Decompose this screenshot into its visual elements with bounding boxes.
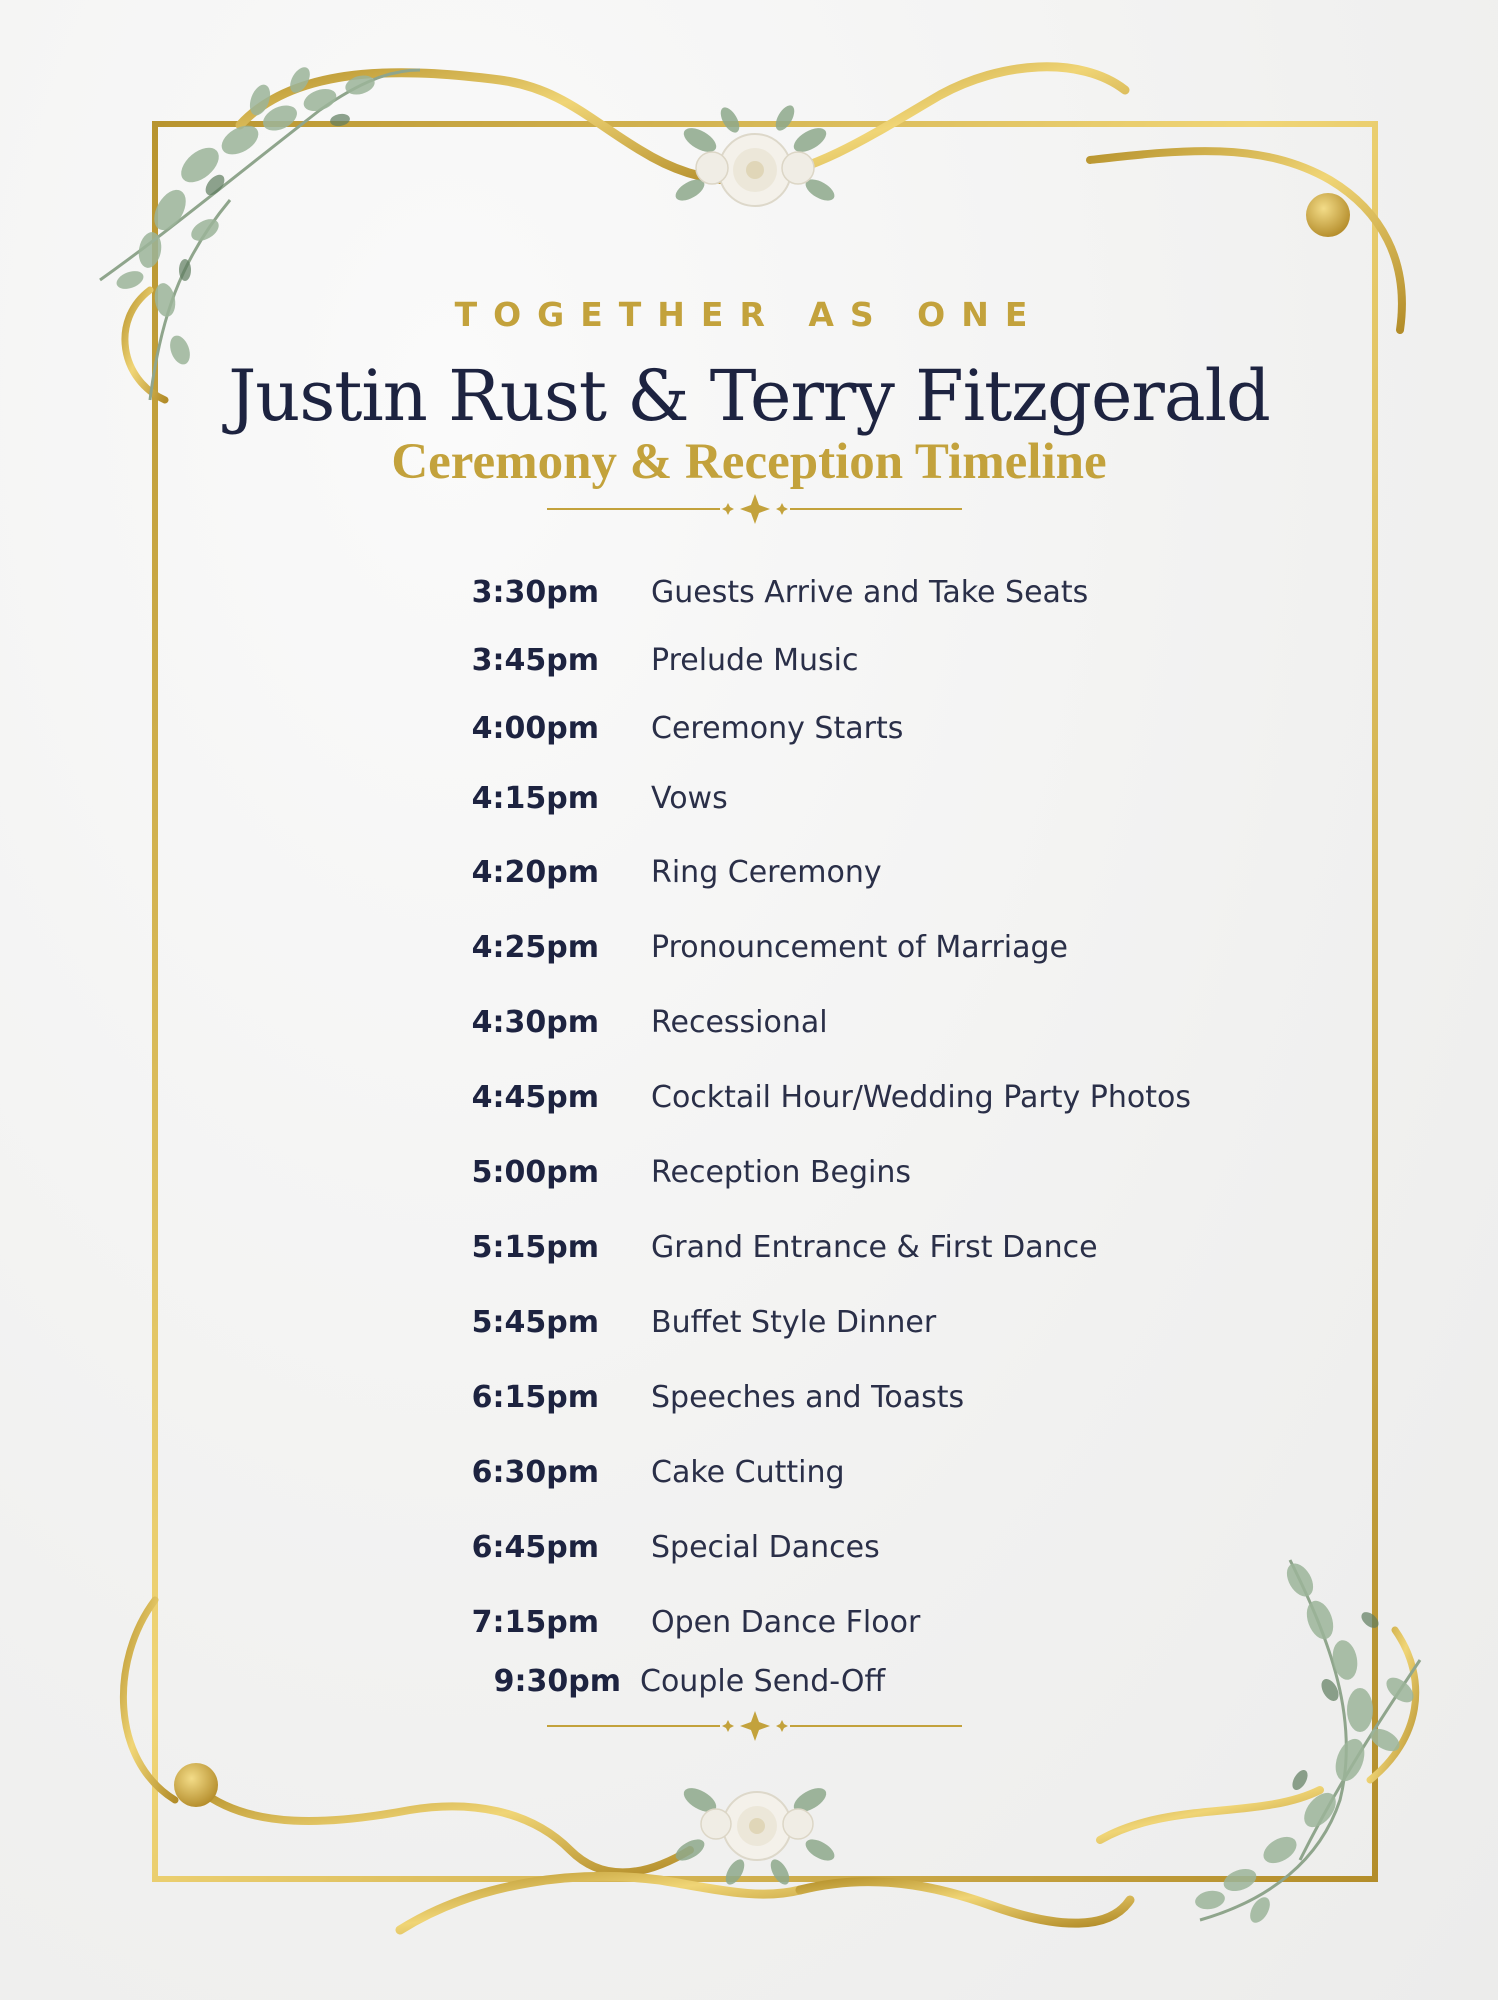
timeline-row	[0, 711, 1498, 761]
timeline-time: 6:45pm	[471, 1530, 599, 1565]
timeline-row	[0, 1455, 1498, 1505]
timeline-event: Ceremony Starts	[651, 711, 904, 746]
timeline-time: 6:30pm	[471, 1455, 599, 1490]
timeline-row	[0, 1155, 1498, 1205]
timeline-row	[0, 1530, 1498, 1580]
timeline-event: Ring Ceremony	[651, 855, 882, 890]
timeline-row	[0, 643, 1498, 693]
timeline-event: Couple Send-Off	[640, 1664, 886, 1699]
timeline-row	[0, 1380, 1498, 1430]
timeline-event: Prelude Music	[651, 643, 859, 678]
timeline-event: Reception Begins	[651, 1155, 912, 1190]
timeline-row	[0, 1605, 1498, 1655]
timeline-row	[0, 930, 1498, 980]
timeline-time: 3:30pm	[471, 575, 599, 610]
timeline-event: Special Dances	[651, 1530, 880, 1565]
timeline-time: 4:15pm	[471, 781, 599, 816]
timeline-time: 7:15pm	[471, 1605, 599, 1640]
timeline-event: Buffet Style Dinner	[651, 1305, 937, 1340]
timeline-time: 5:45pm	[471, 1305, 599, 1340]
timeline-row	[0, 781, 1498, 831]
timeline-event: Cocktail Hour/Wedding Party Photos	[651, 1080, 1191, 1115]
timeline-row	[0, 1305, 1498, 1355]
timeline-row	[0, 1230, 1498, 1280]
timeline-event: Grand Entrance & First Dance	[651, 1230, 1098, 1265]
timeline-row	[0, 575, 1498, 625]
timeline-event: Recessional	[651, 1005, 828, 1040]
timeline-row	[0, 1005, 1498, 1055]
timeline-time: 4:20pm	[471, 855, 599, 890]
timeline-row	[0, 1664, 1498, 1714]
timeline-time: 6:15pm	[471, 1380, 599, 1415]
timeline-event: Open Dance Floor	[651, 1605, 921, 1640]
couple-names: Justin Rust & Terry Fitzgerald	[228, 355, 1270, 437]
timeline-time: 4:45pm	[471, 1080, 599, 1115]
timeline-time: 9:30pm	[493, 1664, 621, 1699]
timeline-time: 5:15pm	[471, 1230, 599, 1265]
tagline: TOGETHER AS ONE	[454, 295, 1044, 334]
timeline-event: Guests Arrive and Take Seats	[651, 575, 1089, 610]
timeline-row	[0, 1080, 1498, 1130]
page-title: Ceremony & Reception Timeline	[391, 434, 1107, 490]
timeline-time: 4:30pm	[471, 1005, 599, 1040]
timeline-time: 3:45pm	[471, 643, 599, 678]
timeline-time: 5:00pm	[471, 1155, 599, 1190]
timeline-time: 4:25pm	[471, 930, 599, 965]
timeline-time: 4:00pm	[471, 711, 599, 746]
timeline-event: Vows	[651, 781, 728, 816]
timeline-event: Pronouncement of Marriage	[651, 930, 1069, 965]
timeline-row	[0, 855, 1498, 905]
timeline-event: Speeches and Toasts	[651, 1380, 965, 1415]
timeline-event: Cake Cutting	[651, 1455, 845, 1490]
